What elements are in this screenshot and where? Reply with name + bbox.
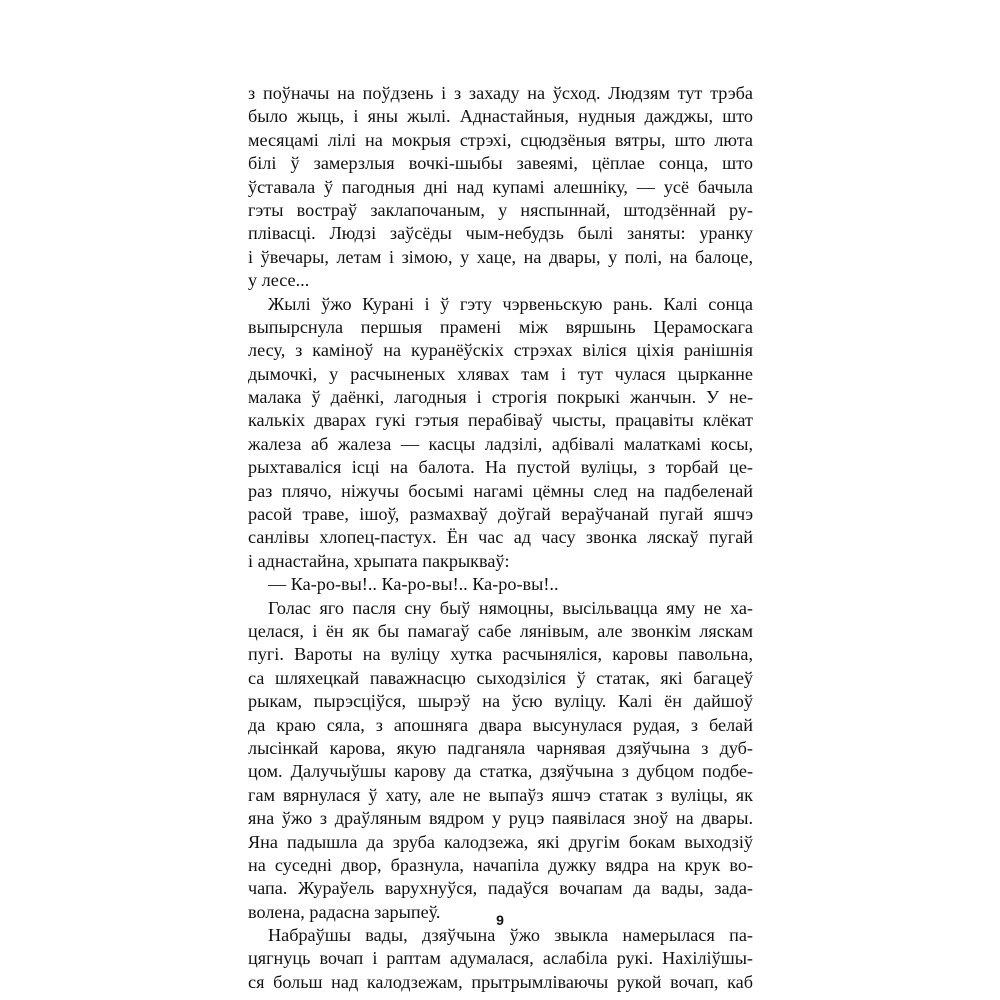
text-line: — Ка-ро-вы!.. Ка-ро-вы!.. Ка-ро-вы!..: [268, 574, 559, 595]
text-line: рыкам, пырэсціўся, шырэў на ўсю вуліцу. Калі ён дайшоў: [248, 691, 753, 712]
page-number: 9: [496, 912, 504, 928]
text-line: гэты востраў заклапочаным, у няспыннай, штодзённай ру-: [248, 199, 753, 220]
text-line: і аднастайна, хрыпата пакрыкваў:: [248, 550, 510, 571]
text-line: да краю сяла, з апошняга двара высунулася рудая, з белай: [248, 714, 753, 735]
text-line: Жылі ўжо Курані і ў гэту чэрвеньскую рань. Калі сонца: [268, 293, 753, 314]
text-line: і ўвечары, летам і зімою, у хаце, на двары, у полі, на балоце,: [248, 246, 753, 267]
text-line: калькіх дварах гукі гэтыя перабіваў чысты, працавіты клёкат: [248, 410, 753, 431]
text-line: лесу, з камінoў на куранёўскіх стрэхах віліся ціхія ранішнія: [248, 340, 753, 361]
text-line: на суседні двор, бразнула, начапіла дужку вядра на крук во-: [248, 854, 753, 875]
text-line: плівасці. Людзі заўсёды чым-небудзь былі заняты: уранку: [248, 223, 753, 244]
text-line: лысінкай карова, якую падганяла чарнявая дзяўчына з дуб-: [248, 737, 753, 758]
text-line: дымочкі, у расчыненых хлявах там і тут чулася цырканне: [248, 363, 753, 384]
text-line: са шляхецкай паважнасцю сыходзіліся ў статак, які багацеў: [248, 667, 753, 688]
text-line: у лесе...: [248, 270, 310, 291]
text-line: цом. Далучыўшы карову да статка, дзяўчына з дубцом подбе-: [248, 761, 753, 782]
text-line: ся больш над калодзежам, прытрымліваючы рукой вочап, каб: [248, 971, 753, 992]
text-line: Набраўшы вады, дзяўчына ўжо звыкла намерылася па-: [268, 925, 753, 946]
text-line: целася, і ён як бы памагаў сабе лянівым, але звонкім ляскам: [248, 620, 753, 641]
text-line: волена, радасна зарыпеў.: [248, 901, 441, 922]
text-line: яна ўжо з драўляным вядром у руцэ паявілася зноў на двары.: [248, 808, 753, 829]
text-line: з поўначы на поўдзень і з захаду на ўсход. Людзям тут трэба: [248, 83, 753, 103]
text-line: пугі. Вароты на вуліцу хутка расчыняліся, каровы павольна,: [248, 644, 753, 665]
text-line: білі ў замерзлыя вочкі-шыбы завеямі, цёплае сонца, што: [248, 153, 753, 174]
text-line: расой траве, ішоў, размахваў доўгай вераўчанай пугай яшчэ: [248, 504, 753, 525]
text-line: месяцамі лілі на мокрыя стрэхі, сцюдзёныя вятры, што люта: [248, 129, 753, 150]
text-line: цягнуць вочап і раптам адумалася, аслабіла рукі. Нахіліўшы-: [248, 948, 753, 969]
text-line: малака ў даёнкі, лагодныя і строгія покрыкі жанчын. У не-: [248, 387, 753, 408]
text-line: ўставала ў пагодныя дні над купамі алешніку, — усё бачыла: [248, 176, 753, 197]
text-line: раз плячо, ніжучы босымі нагамі цёмны след на падбеленай: [248, 480, 753, 501]
text-line: было жыць, і яны жылі. Аднастайныя, нудныя дажджы, што: [248, 106, 753, 127]
text-line: санлівы хлопец-пастух. Ён час ад часу звонка ляскаў пугай: [248, 527, 753, 548]
text-line: Голас яго пасля сну быў нямоцны, высільвацца яму не ха-: [268, 597, 753, 618]
text-line: Яна падышла да зруба калодзежа, які другім бокам выходзіў: [248, 831, 753, 852]
text-line: жалеза аб жалеза — касцы ладзілі, адбівалі малаткамі косы,: [248, 433, 753, 454]
body-text: [248, 82, 753, 994]
text-line: рыхтаваліся ісці на балота. На пустой вуліцы, з торбай це-: [248, 457, 753, 478]
text-line: выпырснула першыя прамені між вяршынь Церамоскага: [248, 316, 753, 337]
text-line: гам вярнулася ў хату, але не выпаўз яшчэ статак з вуліцы, як: [248, 784, 753, 805]
text-line: чапа. Жураўель варухнуўся, падаўся вочапам да вады, зада-: [248, 878, 753, 899]
